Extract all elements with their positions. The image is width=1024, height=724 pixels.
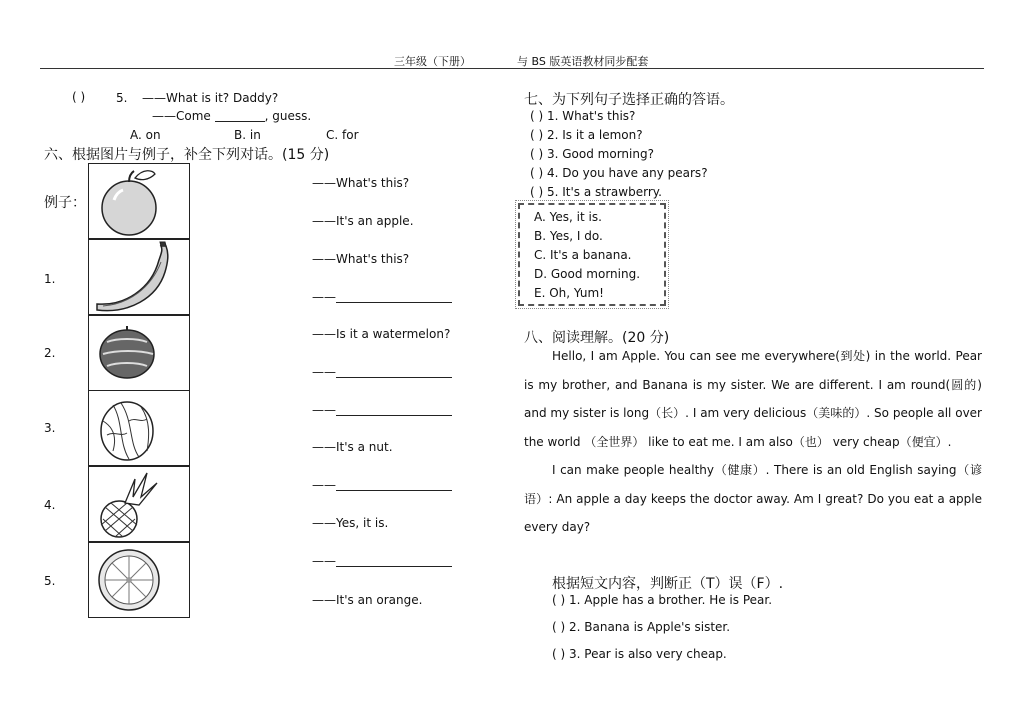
- row1-line2-dash: ——: [312, 290, 336, 304]
- q5-line2: [152, 109, 311, 123]
- row0-line2: ——It's an apple.: [312, 214, 414, 228]
- q5-line1: ——What is it? Daddy?: [142, 91, 279, 105]
- header-textbook: 与 BS 版英语教材同步配套: [517, 55, 649, 68]
- banana-image: [88, 239, 190, 315]
- apple-icon: [89, 164, 189, 238]
- section7-title: 七、为下列句子选择正确的答语。: [524, 92, 734, 108]
- q5-option-b: B. in: [234, 128, 261, 142]
- example-label: 例子：: [44, 195, 86, 211]
- header-grade: 三年级（下册）: [394, 55, 471, 68]
- s7-option-a: A. Yes, it is.: [534, 210, 602, 224]
- row2-label: 2.: [44, 346, 56, 360]
- q5-answer-blank[interactable]: [215, 121, 265, 122]
- s7-item-5: ( ) 5. It's a strawberry.: [530, 185, 662, 199]
- watermelon-icon: [89, 316, 189, 390]
- q5-option-a: A. on: [130, 128, 161, 142]
- passage-paragraph-1: Hello, I am Apple. You can see me everywhere(到处) in the world. Pear is my brother, and Banana is my sister. We are different. I am round(圆的) and my sister is long（长）. I am very delicious（美味的）. So people all over the world （全世界） like to eat me. I am also（也） very cheap（便宜）.: [524, 349, 982, 449]
- pineapple-image: [88, 466, 190, 542]
- answer-options-box: [518, 203, 666, 306]
- q5-line2-post: , guess.: [264, 109, 312, 123]
- row5-label: 5.: [44, 574, 56, 588]
- orange-image: [88, 542, 190, 618]
- q5-number: 5.: [116, 91, 128, 105]
- banana-icon: [89, 240, 189, 314]
- orange-icon: [89, 543, 189, 617]
- row1-line2: [312, 290, 452, 304]
- header-rule: [40, 68, 984, 69]
- page-header: [394, 53, 648, 69]
- row1-answer-blank[interactable]: [336, 302, 452, 303]
- section6-title: 六、根据图片与例子，补全下列对话。(15 分): [44, 147, 330, 163]
- row1-label: 1.: [44, 272, 56, 286]
- watermelon-image: [88, 315, 190, 391]
- s7-item-2: ( ) 2. Is it a lemon?: [530, 128, 643, 142]
- pineapple-icon: [89, 467, 189, 541]
- s7-item-1: ( ) 1. What's this?: [530, 109, 636, 123]
- row2-line2-dash: ——: [312, 365, 336, 379]
- row2-line1: ——Is it a watermelon?: [312, 327, 451, 341]
- reading-passage: [524, 342, 982, 542]
- q5-line2-pre: ——Come: [152, 109, 215, 123]
- nut-image: [88, 390, 190, 466]
- row4-line2: ——Yes, it is.: [312, 516, 389, 530]
- q5-option-c: C. for: [326, 128, 359, 142]
- row2-answer-blank[interactable]: [336, 377, 452, 378]
- s7-item-3: ( ) 3. Good morning?: [530, 147, 654, 161]
- row5-line1-dash: ——: [312, 554, 336, 568]
- q5-bracket: ( ): [72, 90, 86, 104]
- s7-option-d: D. Good morning.: [534, 267, 641, 281]
- passage-paragraph-2: I can make people healthy（健康）. There is an old English saying（谚语）: An apple a day keeps the doctor away. Am I great? Do you eat a apple every day?: [524, 463, 982, 534]
- judge-item-1: ( ) 1. Apple has a brother. He is Pear.: [552, 593, 773, 607]
- s7-option-b: B. Yes, I do.: [534, 229, 603, 243]
- row2-line2: [312, 365, 452, 379]
- apple-image: [88, 163, 190, 239]
- judge-title: 根据短文内容，判断正（T）误（F）.: [552, 576, 784, 592]
- row5-answer-blank[interactable]: [336, 566, 452, 567]
- judge-item-3: ( ) 3. Pear is also very cheap.: [552, 647, 727, 661]
- nut-icon: [89, 391, 189, 465]
- row3-answer-blank[interactable]: [336, 415, 452, 416]
- s7-item-4: ( ) 4. Do you have any pears?: [530, 166, 708, 180]
- row4-line1: [312, 478, 452, 492]
- row5-line1: [312, 554, 452, 568]
- row4-line1-dash: ——: [312, 478, 336, 492]
- row5-line2: ——It's an orange.: [312, 593, 423, 607]
- row0-line1: ——What's this?: [312, 176, 410, 190]
- row3-line1-dash: ——: [312, 403, 336, 417]
- row3-line2: ——It's a nut.: [312, 440, 393, 454]
- row4-label: 4.: [44, 498, 56, 512]
- section8-title: 八、阅读理解。(20 分): [524, 330, 670, 346]
- row1-line1: ——What's this?: [312, 252, 410, 266]
- row3-line1: [312, 403, 452, 417]
- s7-option-c: C. It's a banana.: [534, 248, 632, 262]
- row3-label: 3.: [44, 421, 56, 435]
- judge-item-2: ( ) 2. Banana is Apple's sister.: [552, 620, 731, 634]
- row4-answer-blank[interactable]: [336, 490, 452, 491]
- s7-option-e: E. Oh, Yum!: [534, 286, 604, 300]
